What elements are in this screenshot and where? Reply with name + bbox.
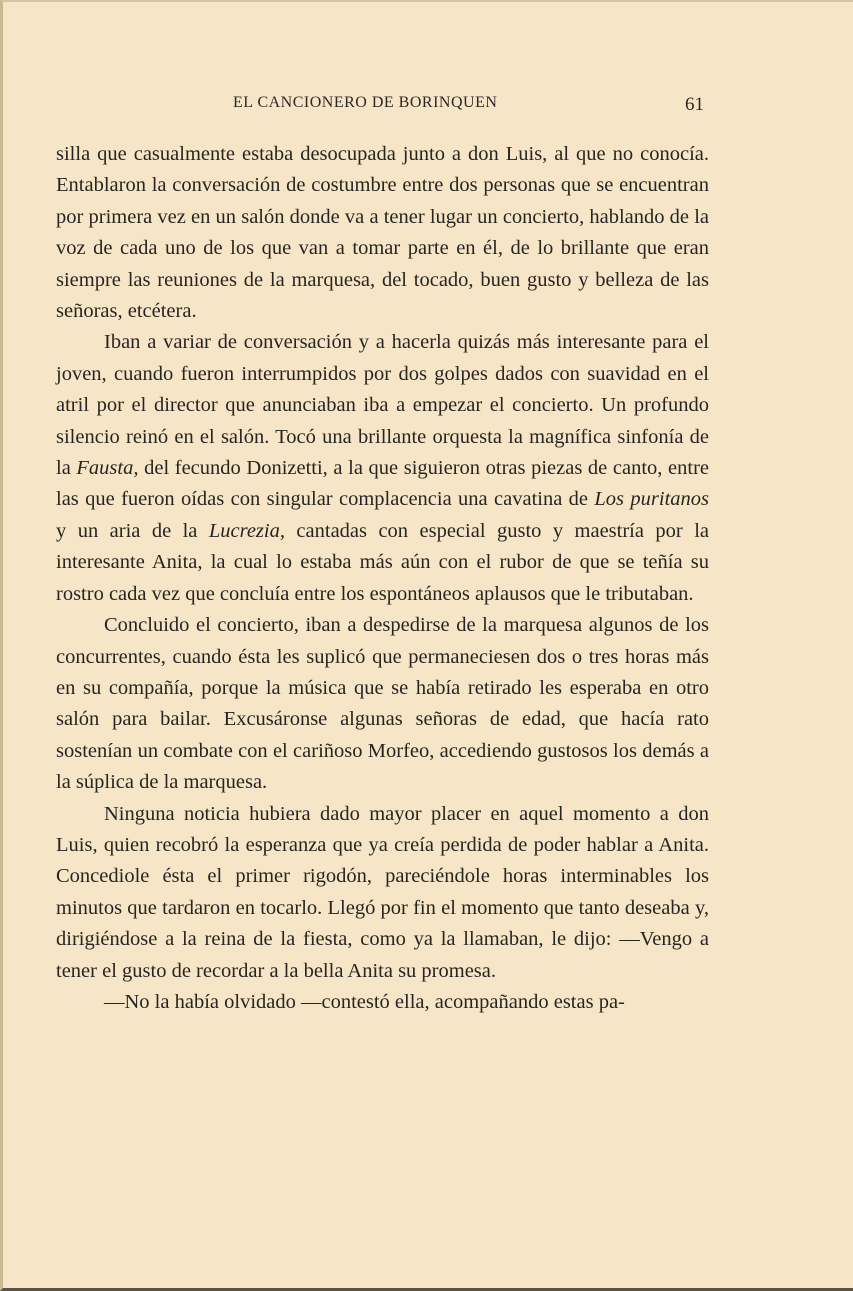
text-run: Concluido el concierto, iban a despedirse de la marquesa algunos de los concurrentes, cuando ésta les suplicó que permaneciesen dos o tres horas más en su compañía, porque la música que se había retirado les esperaba en otro salón para bailar. Excusáronse algunas señoras de edad, que hacía rato sostenían un combate con el cariñoso Morfeo, accediendo gustosos los demás a la súplica de la marquesa. bbox=[56, 614, 709, 794]
running-head: EL CANCIONERO DE BORINQUEN bbox=[233, 94, 498, 111]
page-number: 61 bbox=[685, 94, 704, 115]
text-run: cantadas con especial gusto y maestría por la interesante Anita, la cual lo estaba más aún con el rubor de que se teñía su rostro cada vez que concluía entre los espontáneos aplausos que le tributaban. bbox=[56, 519, 709, 605]
body-text bbox=[56, 139, 709, 1018]
paragraph bbox=[56, 799, 709, 987]
paragraph bbox=[56, 610, 709, 798]
text-run: —No la había olvidado —contestó ella, acompañando estas pa- bbox=[104, 990, 625, 1013]
italic-title: Los puritanos bbox=[594, 488, 710, 511]
text-run: Iban a variar de conversación y a hacerla quizás más interesante para el joven, cuando fueron interrumpidos por dos golpes dados con suavidad en el atril por el director que anunciaban iba a empezar el concierto. Un profundo silencio reinó en el salón. Tocó una brillante orquesta la magnífica sinfonía de la bbox=[56, 331, 709, 480]
text-run: y un aria de la bbox=[56, 519, 209, 542]
paragraph bbox=[56, 327, 709, 610]
text-run: silla que casualmente estaba desocupada junto a don Luis, al que no conocía. Entablaron la conversación de costumbre entre dos personas que se encuentran por primera vez en un salón donde va a tener lugar un concierto, hablando de la voz de cada uno de los que van a tomar parte en él, de lo brillante que eran siempre las reuniones de la marquesa, del tocado, buen gusto y belleza de las señoras, etcétera. bbox=[56, 143, 709, 323]
text-run: Ninguna noticia hubiera dado mayor placer en aquel momento a don Luis, quien recobró la esperanza que ya creía perdida de poder hablar a Anita. Concediole ésta el primer rigodón, pareciéndole horas interminables los minutos que tardaron en tocarlo. Llegó por fin el momento que tanto deseaba y, dirigiéndose a la reina de la fiesta, como ya la llamaban, le dijo: —Vengo a tener el gusto de recordar a la bella Anita su promesa. bbox=[56, 802, 709, 982]
text-run: del fecundo Donizetti, a la que siguieron otras piezas de canto, entre las que fueron oídas con singular complacencia una cavatina de bbox=[56, 457, 709, 511]
italic-title: Fausta, bbox=[76, 457, 139, 480]
page-header bbox=[3, 94, 853, 124]
paragraph bbox=[56, 987, 709, 1018]
paragraph bbox=[56, 139, 709, 327]
italic-title: Lucrezia, bbox=[208, 519, 285, 542]
